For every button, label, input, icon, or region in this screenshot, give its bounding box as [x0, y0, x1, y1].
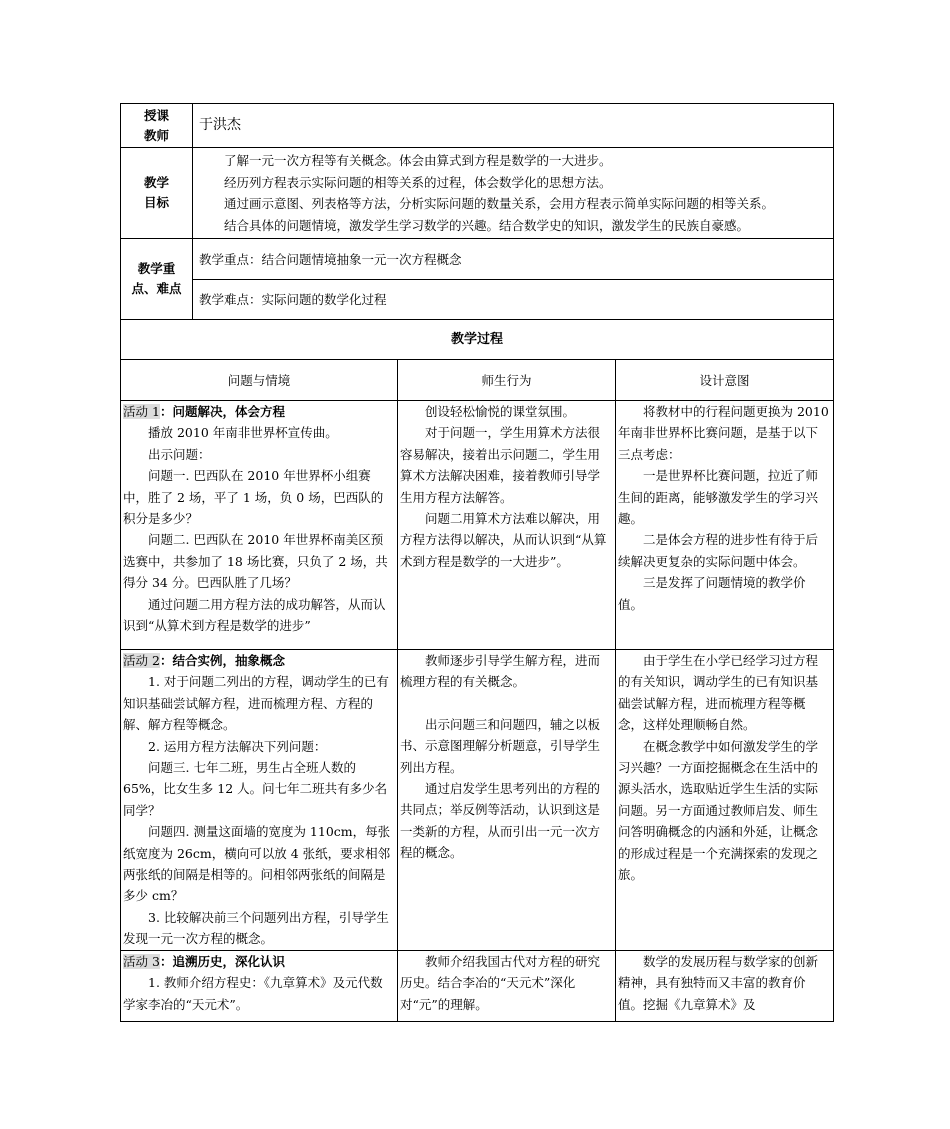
- keypoints-label: 教学重点、难点: [121, 239, 193, 320]
- activity-intent-cell: [616, 950, 834, 1021]
- teacher-row: [121, 104, 834, 148]
- intent-paragraph: 数学的发展历程与数学家的创新精神，具有独特而又丰富的教育价值。挖掘《九章算术》及: [618, 953, 819, 1012]
- difficult-point: 教学难点：实际问题的数学化过程: [193, 280, 834, 320]
- intent-paragraph: 二是体会方程的进步性有待于后续解决更复杂的实际问题中体会。: [618, 532, 819, 569]
- activity-heading: [123, 401, 394, 422]
- activity-title: ：追溯历史，深化认识: [159, 953, 285, 969]
- activity-row: [121, 401, 834, 650]
- column-header-problem: 问题与情境: [121, 360, 398, 401]
- problem-paragraph: 1. 对于问题二列出的方程，调动学生的已有知识基础尝试解方程，进而梳理方程、方程的解、解方程等概念。: [123, 674, 389, 733]
- intent-paragraph: 由于学生在小学已经学习过方程的有关知识，调动学生的已有知识基础尝试解方程，进而梳理方程等概念，这样处理顺畅自然。: [618, 653, 819, 733]
- column-header-behavior: 师生行为: [398, 360, 616, 401]
- activity-tag: 活动 1: [123, 404, 160, 419]
- activity-tag: 活动 3: [123, 953, 160, 969]
- activity-intent-cell: [616, 650, 834, 951]
- activity-row: [121, 950, 834, 1021]
- activity-behavior-cell: [398, 650, 616, 951]
- activity-problem-cell: [121, 650, 398, 951]
- activity-tag: 活动 2: [123, 653, 160, 668]
- column-header-row: [121, 360, 834, 401]
- goal-item: 经历列方程表示实际问题的相等关系的过程，体会数学化的思想方法。: [224, 174, 612, 190]
- column-header-intent: 设计意图: [616, 360, 834, 401]
- activity-title: ：问题解决，体会方程: [159, 404, 285, 419]
- intent-paragraph: 将教材中的行程问题更换为 2010 年南非世界杯比赛问题，是基于以下三点考虑：: [618, 404, 829, 462]
- behavior-paragraph: 教师介绍我国古代对方程的研究历史。结合李冶的“天元术”深化对“元”的理解。: [400, 953, 601, 1012]
- goal-item: 结合具体的问题情境，激发学生学习数学的兴趣。结合数学史的知识，激发学生的民族自豪感。: [224, 217, 750, 233]
- goal-item: 通过画示意图、列表格等方法，分析实际问题的数量关系，会用方程表示简单实际问题的相等关系。: [224, 196, 775, 211]
- teacher-label: 授课教师: [121, 104, 193, 148]
- problem-paragraph: 问题四. 测量这面墙的宽度为 110cm，每张纸宽度为 26cm，横向可以放 4 张纸，要求相邻两张纸的间隔是相等的。问相邻两张纸的间隔是多少 cm？: [123, 824, 391, 904]
- behavior-paragraph: 问题二用算术方法难以解决，用方程方法得以解决，从而认识到“从算术到方程是数学的一大进步”。: [400, 511, 607, 569]
- intent-paragraph: 一是世界杯比赛问题，拉近了师生间的距离，能够激发学生的学习兴趣。: [618, 468, 819, 527]
- activity-problem-cell: [121, 950, 398, 1021]
- problem-paragraph: 2. 运用方程方法解决下列问题：: [148, 738, 327, 754]
- activity-problem-cell: [121, 401, 398, 650]
- intent-paragraph: 在概念教学中如何激发学生的学习兴趣？一方面挖掘概念在生活中的源头活水，选取贴近学生生活的实际问题。另一方面通过教师启发、师生问答明确概念的内涵和外延，让概念的形成过程是一个充满探索的发现之旅。: [618, 738, 819, 883]
- teacher-name: 于洪杰: [193, 104, 834, 148]
- behavior-paragraph: 教师逐步引导学生解方程，进而梳理方程的有关概念。: [400, 653, 601, 690]
- process-title: 教学过程: [121, 320, 834, 360]
- process-title-row: [121, 320, 834, 360]
- goals-label: 教学目标: [121, 148, 193, 239]
- lesson-plan-page: [120, 103, 833, 1022]
- problem-paragraph: 3. 比较解决前三个问题列出方程，引导学生发现一元一次方程的概念。: [123, 909, 389, 947]
- problem-paragraph: 通过问题二用方程方法的成功解答，从而认识到“从算术到方程是数学的进步”: [123, 596, 386, 634]
- problem-paragraph: 出示问题：: [148, 446, 211, 462]
- key-point-row: [121, 239, 834, 280]
- activity-intent-cell: [616, 401, 834, 650]
- behavior-paragraph: 创设轻松愉悦的课堂氛围。: [425, 404, 576, 419]
- goal-item: 了解一元一次方程等有关概念。体会由算式到方程是数学的一大进步。: [224, 153, 612, 168]
- activity-behavior-cell: [398, 950, 616, 1021]
- behavior-paragraph: 出示问题三和问题四，辅之以板书、示意图理解分析题意，引导学生列出方程。: [400, 716, 601, 775]
- key-point: 教学重点：结合问题情境抽象一元一次方程概念: [193, 239, 834, 280]
- goals-list: [193, 148, 834, 239]
- problem-paragraph: 问题一. 巴西队在 2010 年世界杯小组赛中，胜了 2 场，平了 1 场，负 0 场，巴西队的积分是多少？: [123, 468, 384, 527]
- problem-paragraph: 1. 教师介绍方程史：《九章算术》及元代数学家李冶的“天元术”。: [123, 975, 383, 1012]
- difficult-point-row: [121, 280, 834, 320]
- lesson-plan-table: [120, 103, 834, 1022]
- activity-row: [121, 650, 834, 951]
- activity-behavior-cell: [398, 401, 616, 650]
- behavior-paragraph: 通过启发学生思考列出的方程的共同点；举反例等活动，认识到这是一类新的方程，从而引出一元一次方程的概念。: [400, 781, 601, 861]
- problem-paragraph: 播放 2010 年南非世界杯宣传曲。: [148, 425, 338, 441]
- activity-heading: [123, 650, 394, 671]
- activity-heading: [123, 951, 394, 972]
- behavior-paragraph: 对于问题一，学生用算术方法很容易解决，接着出示问题二，学生用算术方法解决困难，接着教师引导学生用方程方法解答。: [400, 425, 601, 505]
- problem-paragraph: 问题三. 七年二班，男生占全班人数的 65%，比女生多 12 人。问七年二班共有多少名同学？: [123, 760, 388, 818]
- goals-row: [121, 148, 834, 239]
- problem-paragraph: 问题二. 巴西队在 2010 年世界杯南美区预选赛中，共参加了 18 场比赛，只负了 2 场，共得分 34 分。巴西队胜了几场？: [123, 532, 388, 591]
- activity-title: ：结合实例，抽象概念: [159, 653, 285, 668]
- intent-paragraph: 三是发挥了问题情境的教学价值。: [618, 575, 806, 612]
